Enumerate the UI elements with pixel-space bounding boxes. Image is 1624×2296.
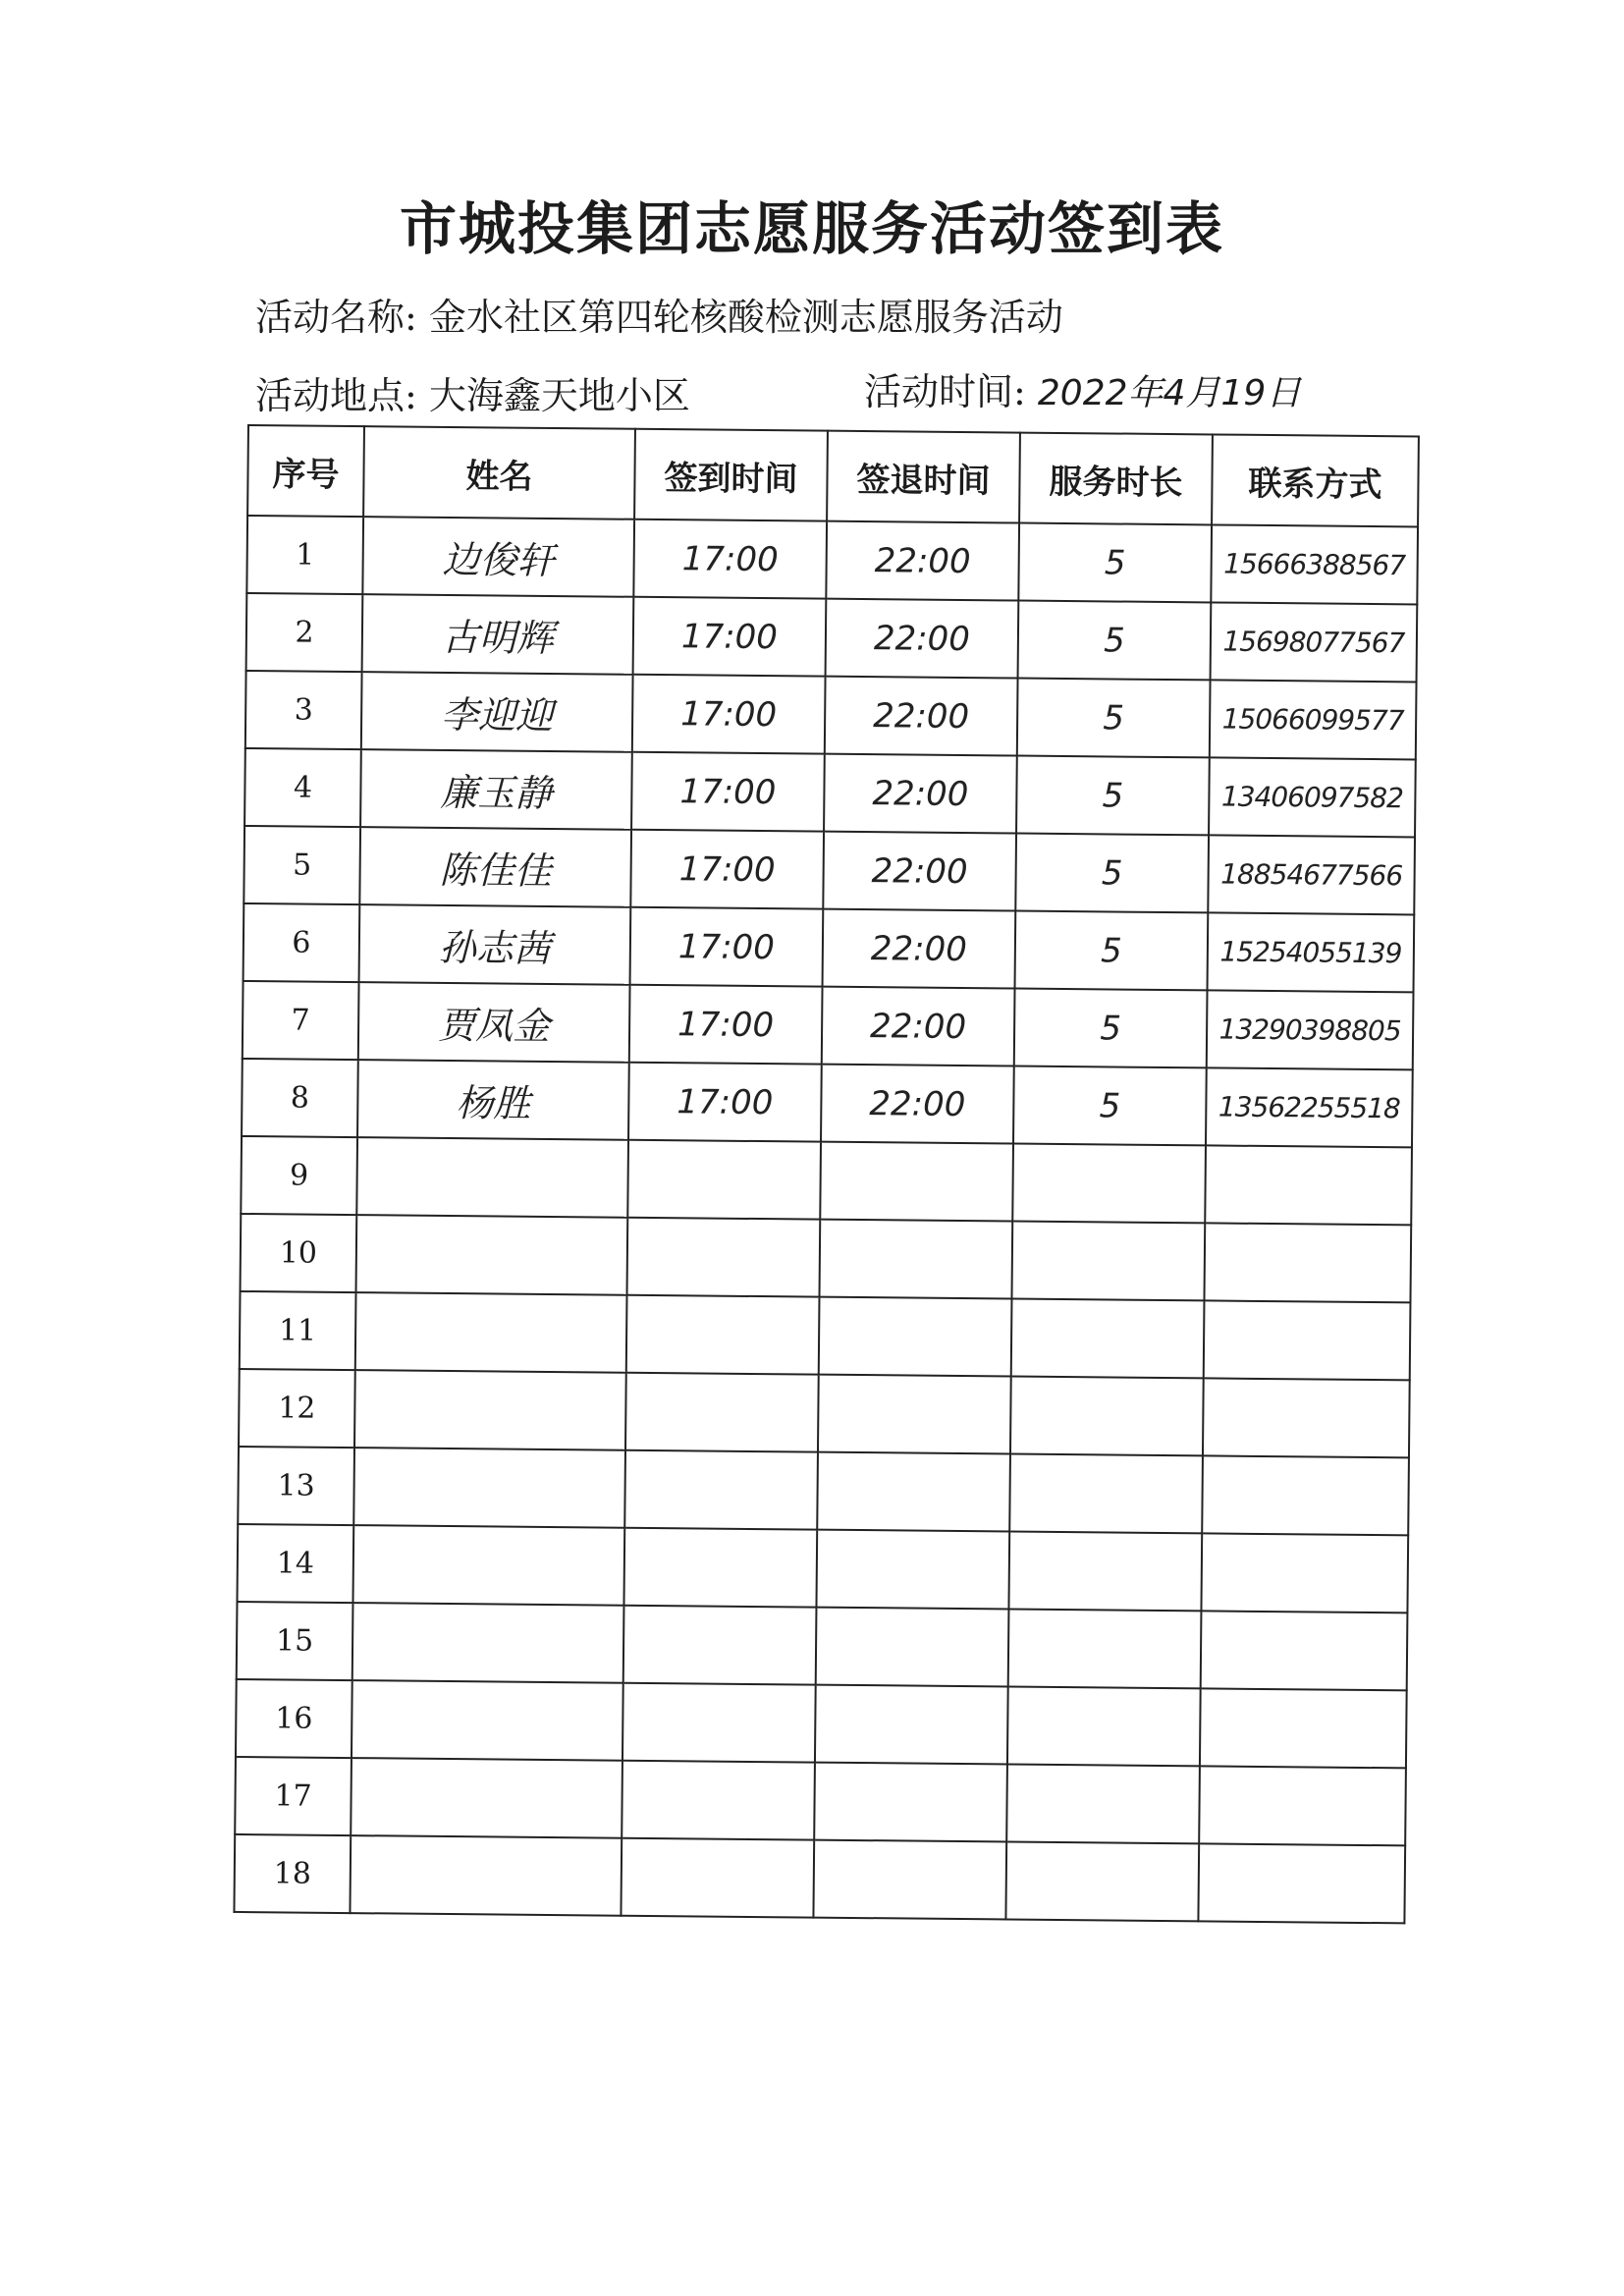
row-sign-out: 22:00	[821, 1065, 1014, 1144]
location-value: 大海鑫天地小区	[428, 374, 690, 417]
row-phone	[1199, 1766, 1406, 1845]
row-sign-in	[624, 1450, 818, 1530]
table-row	[238, 1447, 1409, 1535]
row-index: 14	[237, 1524, 353, 1603]
row-index: 11	[240, 1291, 356, 1370]
row-sign-in	[621, 1838, 814, 1918]
row-sign-out: 22:00	[823, 909, 1016, 989]
time-label: 活动时间:	[864, 370, 1026, 413]
table-row	[235, 1757, 1406, 1845]
header-index: 序号	[247, 425, 364, 517]
row-phone: 13406097582	[1209, 757, 1416, 837]
row-sign-in: 17:00	[633, 597, 827, 677]
row-name: 边俊轩	[362, 517, 634, 597]
row-index: 3	[245, 671, 362, 749]
row-phone	[1198, 1843, 1405, 1923]
row-hours	[1007, 1686, 1201, 1766]
table-row	[244, 826, 1415, 914]
row-index: 10	[241, 1214, 357, 1292]
row-sign-in: 17:00	[628, 1063, 822, 1142]
row-index: 16	[236, 1679, 352, 1758]
row-name	[355, 1292, 627, 1373]
row-name	[354, 1370, 626, 1450]
row-index: 12	[239, 1369, 355, 1448]
row-sign-out	[819, 1297, 1012, 1377]
activity-name-label: 活动名称:	[255, 296, 417, 339]
row-sign-in: 17:00	[631, 752, 825, 832]
row-sign-out	[816, 1530, 1009, 1610]
table-row	[246, 516, 1418, 604]
row-sign-out: 22:00	[823, 832, 1016, 911]
row-hours: 5	[1018, 601, 1212, 681]
row-sign-in: 17:00	[630, 830, 824, 909]
row-phone: 18854677566	[1208, 835, 1415, 914]
table-row	[234, 1834, 1405, 1923]
location-label: 活动地点:	[255, 374, 417, 417]
row-phone	[1201, 1611, 1408, 1690]
row-name: 李迎迎	[361, 672, 633, 752]
row-phone: 15666388567	[1211, 524, 1418, 604]
row-sign-out	[813, 1840, 1006, 1920]
row-index: 17	[235, 1757, 352, 1835]
row-phone	[1201, 1533, 1408, 1613]
row-sign-out	[817, 1452, 1010, 1532]
row-sign-out	[820, 1142, 1013, 1222]
row-name: 古明辉	[362, 594, 634, 675]
row-hours: 5	[1015, 911, 1209, 991]
table-row	[244, 748, 1416, 837]
row-sign-out: 22:00	[824, 754, 1017, 834]
row-index: 9	[241, 1136, 357, 1215]
row-name: 贾凤金	[358, 982, 630, 1063]
row-sign-in	[627, 1218, 821, 1297]
row-phone	[1204, 1300, 1411, 1380]
row-hours	[1006, 1764, 1200, 1843]
row-hours	[1008, 1609, 1202, 1688]
row-hours: 5	[1013, 1066, 1207, 1146]
row-sign-in: 17:00	[629, 985, 823, 1065]
signin-table	[233, 424, 1419, 1924]
row-index: 4	[244, 748, 361, 827]
row-name	[350, 1835, 622, 1916]
row-sign-in	[623, 1606, 817, 1685]
row-name	[356, 1137, 628, 1218]
row-phone: 15698077567	[1211, 602, 1418, 682]
header-row	[247, 425, 1419, 526]
row-sign-out	[816, 1608, 1009, 1687]
row-name	[351, 1758, 623, 1838]
row-hours	[1009, 1454, 1203, 1534]
table-row	[244, 903, 1415, 992]
header-sign-out: 签退时间	[827, 431, 1020, 523]
table-row	[242, 1059, 1413, 1147]
activity-name-value: 金水社区第四轮核酸检测志愿服务活动	[428, 296, 1063, 339]
row-name: 廉玉静	[360, 749, 632, 830]
form-title: 市城投集团志愿服务活动签到表	[399, 195, 1224, 262]
row-name	[352, 1680, 623, 1761]
row-sign-in	[625, 1373, 819, 1452]
location-line	[255, 365, 690, 419]
row-index: 5	[244, 826, 360, 904]
row-hours	[1005, 1841, 1199, 1921]
row-index: 8	[242, 1059, 358, 1137]
time-line	[864, 361, 1301, 415]
row-name	[353, 1448, 625, 1528]
row-phone: 13562255518	[1206, 1067, 1413, 1147]
row-hours	[1010, 1377, 1204, 1456]
row-index: 15	[237, 1602, 353, 1680]
row-phone	[1203, 1378, 1410, 1457]
row-sign-out: 22:00	[826, 599, 1019, 679]
row-sign-out: 22:00	[826, 521, 1019, 601]
row-hours: 5	[1017, 679, 1211, 758]
row-index: 13	[238, 1447, 354, 1525]
table-row	[245, 671, 1417, 759]
row-sign-in	[622, 1761, 815, 1840]
time-value: 2022年4月19日	[1037, 373, 1302, 413]
row-sign-in: 17:00	[630, 907, 824, 987]
row-index: 7	[243, 981, 359, 1060]
row-name: 孙志茜	[359, 904, 631, 985]
row-phone	[1204, 1223, 1411, 1302]
row-sign-out: 22:00	[822, 987, 1015, 1066]
header-hours: 服务时长	[1019, 433, 1213, 525]
row-sign-out	[814, 1763, 1007, 1842]
row-sign-in	[623, 1528, 817, 1608]
row-hours	[1012, 1144, 1206, 1224]
row-hours: 5	[1016, 756, 1210, 836]
row-sign-out: 22:00	[825, 677, 1018, 756]
table-row	[237, 1602, 1408, 1690]
row-phone: 15066099577	[1210, 680, 1417, 759]
table-row	[236, 1679, 1407, 1768]
row-index: 6	[244, 903, 360, 982]
header-name: 姓名	[363, 426, 635, 519]
row-phone	[1205, 1145, 1412, 1225]
table-row	[239, 1369, 1410, 1457]
row-index: 2	[246, 593, 363, 672]
table-row	[246, 593, 1418, 682]
table-row	[240, 1291, 1411, 1380]
header-sign-in: 签到时间	[634, 429, 828, 521]
row-name	[352, 1525, 624, 1606]
row-name	[352, 1603, 624, 1683]
row-sign-out	[815, 1685, 1008, 1765]
row-hours: 5	[1014, 989, 1208, 1068]
table-row	[241, 1136, 1412, 1225]
row-sign-in	[627, 1140, 821, 1220]
row-sign-in	[623, 1683, 816, 1763]
row-hours: 5	[1015, 834, 1209, 913]
row-hours	[1008, 1532, 1202, 1612]
row-sign-out	[818, 1375, 1011, 1454]
row-sign-in	[626, 1295, 820, 1375]
row-name: 陈佳佳	[359, 827, 631, 907]
row-sign-in: 17:00	[632, 675, 826, 754]
table-row	[237, 1524, 1408, 1613]
header-contact: 联系方式	[1212, 434, 1419, 526]
row-name: 杨胜	[357, 1060, 629, 1140]
row-phone: 15254055139	[1208, 912, 1415, 992]
row-phone	[1202, 1455, 1409, 1535]
row-phone: 13290398805	[1207, 990, 1414, 1069]
table-row	[241, 1214, 1412, 1302]
row-hours	[1011, 1222, 1205, 1301]
row-sign-out	[819, 1220, 1012, 1299]
row-sign-in: 17:00	[633, 519, 827, 599]
row-index: 18	[234, 1834, 351, 1913]
row-name	[356, 1215, 628, 1295]
row-phone	[1200, 1688, 1407, 1768]
table-row	[243, 981, 1414, 1069]
row-index: 1	[246, 516, 363, 594]
activity-name-line	[255, 287, 1063, 341]
row-hours	[1011, 1299, 1205, 1379]
row-hours: 5	[1018, 523, 1212, 603]
